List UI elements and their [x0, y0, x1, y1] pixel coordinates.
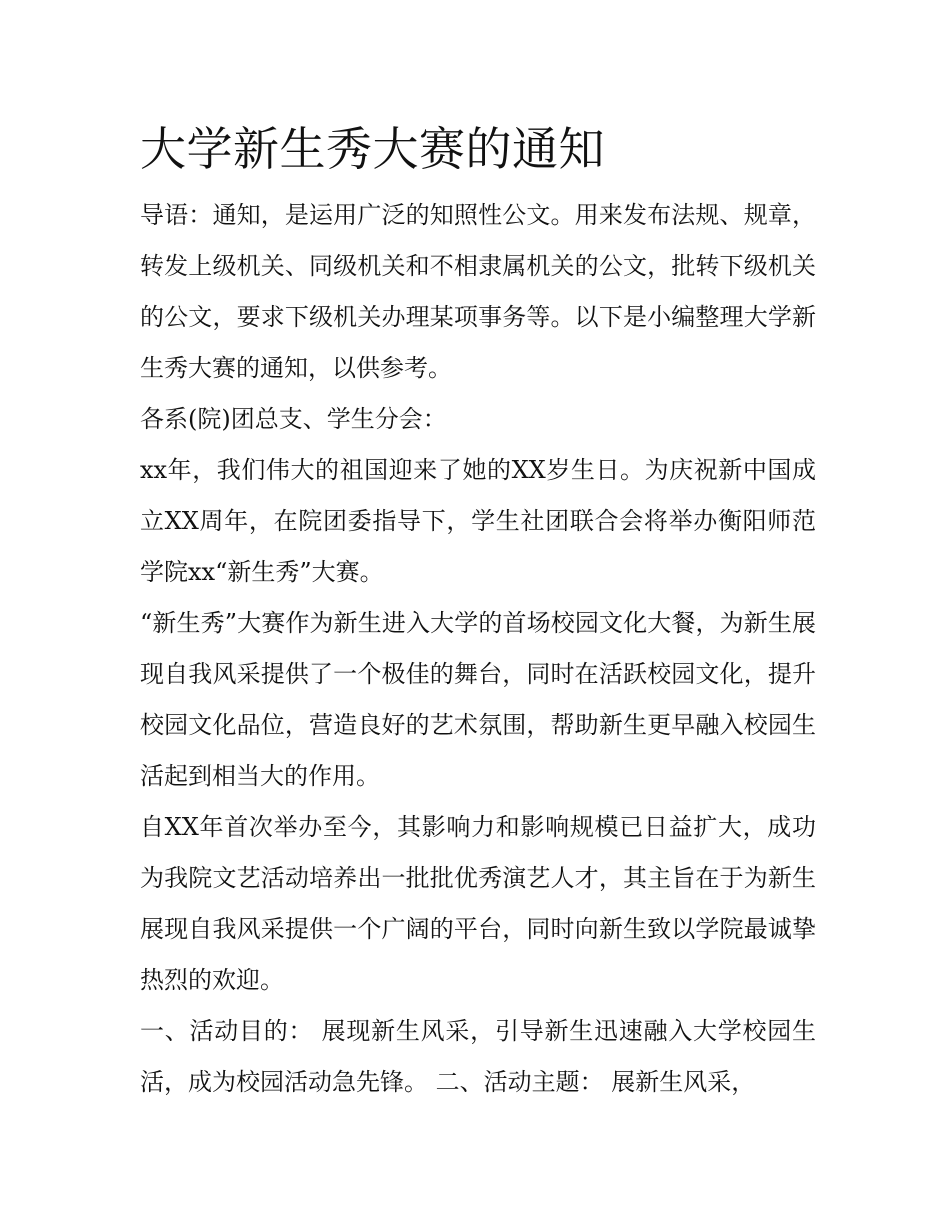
document-title: 大学新生秀大赛的通知 [140, 122, 605, 176]
document-body [140, 190, 816, 1108]
salutation-paragraph: 各系(院)团总支、学生分会： [140, 405, 447, 433]
activity-purpose-paragraph: 一、活动目的： 展现新生风采，引导新生迅速融入大学校园生活，成为校园活动急先锋。 二、活动主题： 展新生风采， [140, 1017, 816, 1096]
body-paragraph: 自XX年首次举办至今，其影响力和影响规模已日益扩大，成功为我院文艺活动培养出一批批优秀演艺人才，其主旨在于为新生展现自我风采提供一个广阔的平台，同时向新生致以学院最诚挚热烈的欢迎。 [140, 813, 816, 994]
body-paragraph: xx年，我们伟大的祖国迎来了她的XX岁生日。为庆祝新中国成立XX周年，在院团委指导下，学生社团联合会将举办衡阳师范学院xx“新生秀”大赛。 [140, 456, 816, 586]
document-content [140, 116, 816, 1108]
intro-paragraph: 导语：通知，是运用广泛的知照性公文。用来发布法规、规章，转发上级机关、同级机关和不相隶属机关的公文，批转下级机关的公文，要求下级机关办理某项事务等。以下是小编整理大学新生秀大赛的通知，以供参考。 [140, 201, 816, 382]
body-paragraph: “新生秀”大赛作为新生进入大学的首场校园文化大餐，为新生展现自我风采提供了一个极佳的舞台，同时在活跃校园文化，提升校园文化品位，营造良好的艺术氛围，帮助新生更早融入校园生活起到相当大的作用。 [140, 609, 816, 790]
